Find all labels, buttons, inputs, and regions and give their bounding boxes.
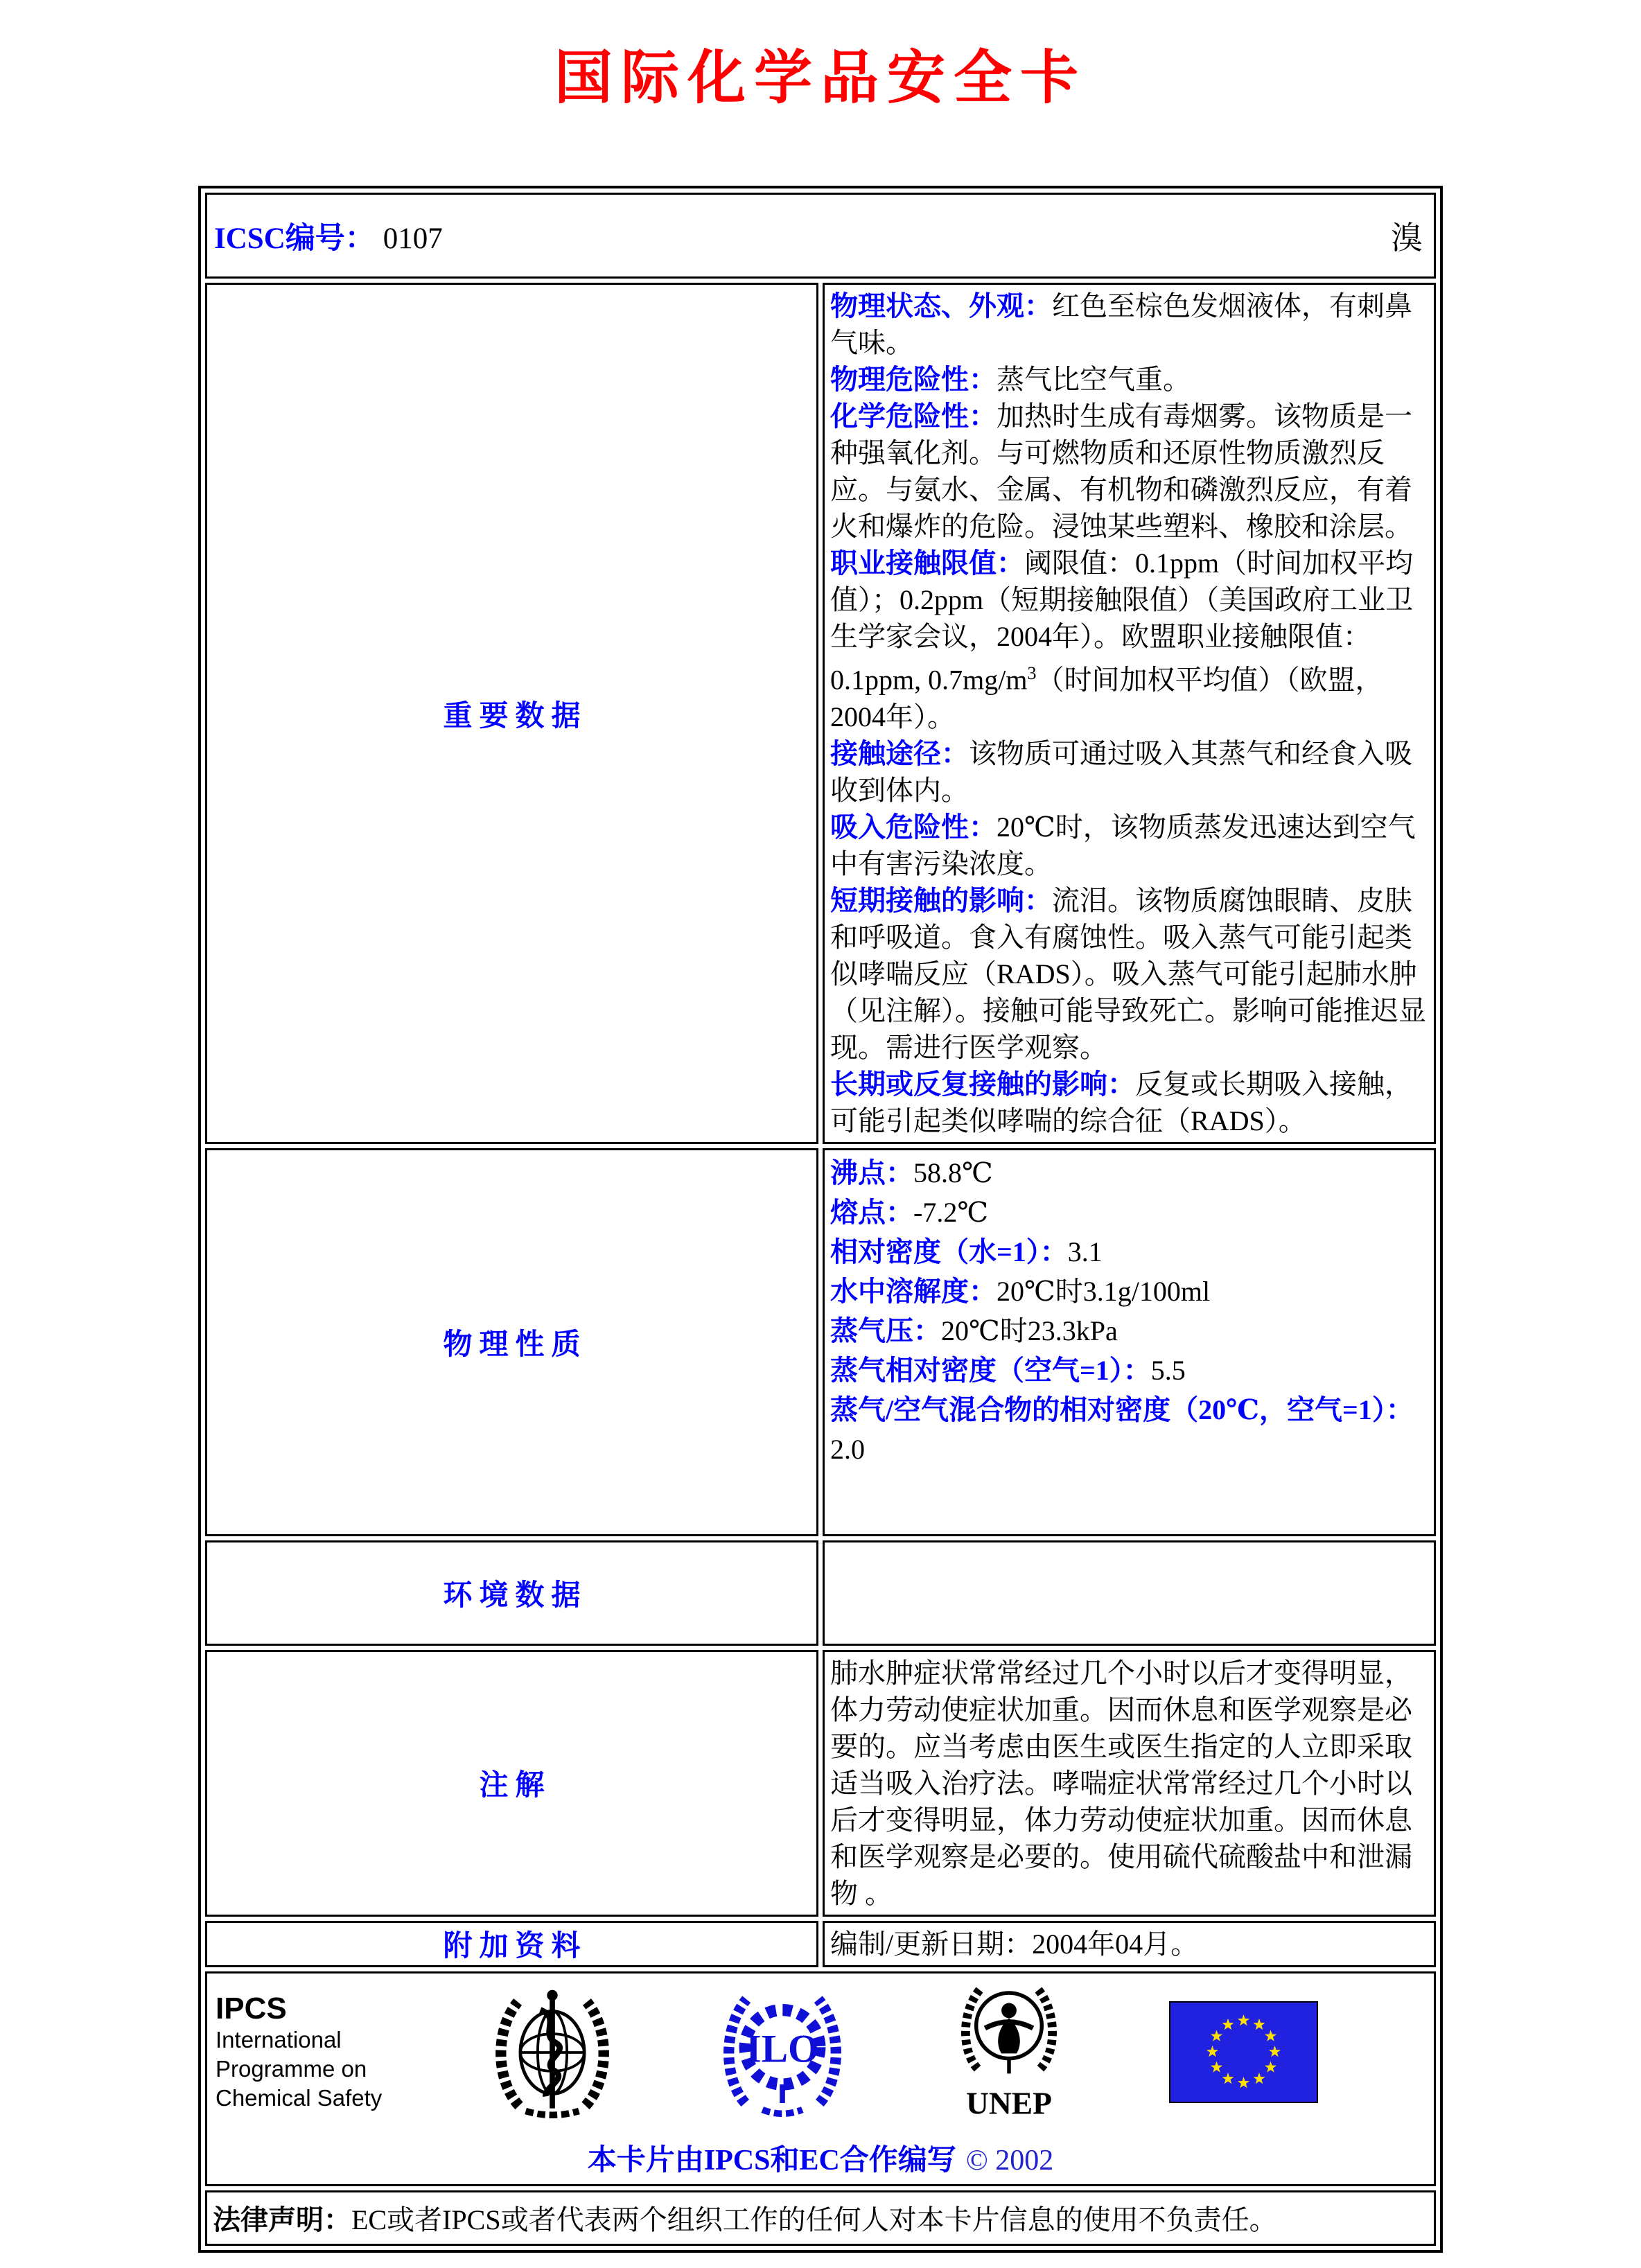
ipcs-acronym: IPCS [216, 1991, 287, 2025]
chemical-name: 溴 [1391, 220, 1423, 256]
unep-logo-text: UNEP [966, 2085, 1052, 2121]
item-label: 接触途径： [830, 737, 969, 769]
important-item [830, 545, 1427, 735]
item-label: 蒸气/空气混合物的相对密度（20℃，空气=1）： [830, 1394, 1414, 1425]
environmental-data-content [823, 1540, 1436, 1646]
item-label: 长期或反复接触的影响： [830, 1068, 1135, 1100]
important-item [830, 882, 1427, 1066]
unep-logo-icon [946, 1978, 1072, 2127]
logos-cell [205, 1971, 1436, 2186]
legal-text: EC或者IPCS或者代表两个组织工作的任何人对本卡片信息的使用不负责任。 [351, 2204, 1277, 2236]
item-text: 反复或长期吸入接触，可能引起类似哮喘的综合征（RADS）。 [830, 1068, 1412, 1136]
item-text: 阈限值：0.1ppm（时间加权平均值）；0.2ppm（短期接触限值）（美国政府工业卫生学家会议，2004年）。欧盟职业接触限值：0.1ppm, 0.7mg/m [830, 547, 1414, 696]
item-value: 20℃时3.1g/100ml [997, 1275, 1211, 1307]
ipcs-line: Chemical Safety [216, 2084, 383, 2111]
who-logo-icon [486, 1986, 619, 2119]
footer-caption [207, 2137, 1434, 2179]
icsc-card-table [198, 186, 1443, 2252]
header-row [205, 193, 1436, 279]
important-item [830, 361, 1427, 398]
phys-item [830, 1351, 1427, 1390]
phys-item [830, 1311, 1427, 1351]
ipcs-text-block [216, 1992, 389, 2113]
eu-flag-icon [1169, 2001, 1318, 2103]
phys-item [830, 1153, 1427, 1193]
ipcs-line: Programme on [216, 2055, 367, 2082]
icsc-number-label: ICSC编号： [214, 222, 375, 255]
important-item [830, 1066, 1427, 1139]
important-data-content [823, 283, 1436, 1143]
footer-caption-text: 本卡片由IPCS和EC合作编写 [587, 2144, 956, 2177]
item-label: 职业接触限值： [830, 547, 1024, 579]
phys-item [830, 1232, 1427, 1272]
item-label: 蒸气压： [830, 1315, 941, 1346]
item-text: 该物质可通过吸入其蒸气和经食入吸收到体内。 [830, 737, 1412, 806]
notes-content: 肺水肿症状常常经过几个小时以后才变得明显，体力劳动使症状加重。因而休息和医学观察是必要的。应当考虑由医生或医生指定的人立即采取适当吸入治疗法。哮喘症状常常经过几个小时以后才变得明显，体力劳动使症状加重。因而休息和医学观察是必要的。使用硫代硫酸盐中和泄漏物 。 [823, 1650, 1436, 1917]
item-value: 20℃时23.3kPa [941, 1315, 1118, 1346]
item-label: 物理状态、外观： [830, 290, 1052, 322]
physical-properties-row [205, 1148, 1436, 1536]
logos-strip [207, 1983, 1434, 2122]
item-value: -7.2℃ [913, 1196, 989, 1228]
environmental-data-row [205, 1540, 1436, 1646]
item-label: 短期接触的影响： [830, 884, 1052, 916]
additional-info-row [205, 1921, 1436, 1967]
item-label: 物理危险性： [830, 364, 997, 396]
item-text: 红色至棕色发烟液体，有刺鼻气味。 [830, 290, 1412, 359]
legal-row [205, 2190, 1436, 2246]
item-text: 流泪。该物质腐蚀眼睛、皮肤和呼吸道。食入有腐蚀性。吸入蒸气可能引起类似哮喘反应（RADS）。吸入蒸气可能引起肺水肿（见注解）。接触可能导致死亡。影响可能推迟显现。需进行医学观察。 [830, 884, 1426, 1063]
item-label: 化学危险性： [830, 401, 997, 432]
important-item [830, 398, 1427, 545]
item-text: （时间加权平均值）（欧盟，2004年）。 [830, 664, 1383, 732]
item-text: 加热时生成有毒烟雾。该物质是一种强氧化剂。与可燃物质和还原性物质激烈反应。与氨水、金属、有机物和磷激烈反应，有着火和爆炸的危险。浸蚀某些塑料、橡胶和涂层。 [830, 401, 1412, 543]
icsc-number-value: 0107 [383, 222, 443, 255]
item-text: 蒸气比空气重。 [997, 364, 1191, 396]
legal-label: 法律声明： [213, 2204, 351, 2236]
section-label-important-data: 重要数据 [205, 283, 818, 1143]
section-label-environmental-data: 环境数据 [205, 1540, 818, 1646]
section-label-notes: 注解 [205, 1650, 818, 1917]
important-item [830, 288, 1427, 361]
item-value: 5.5 [1150, 1354, 1186, 1386]
phys-item [830, 1272, 1427, 1311]
notes-row [205, 1650, 1436, 1917]
page-title: 国际化学品安全卡 [554, 46, 1087, 111]
legal-cell [205, 2190, 1436, 2246]
phys-item [830, 1193, 1427, 1232]
item-label: 蒸气相对密度（空气=1）： [830, 1354, 1151, 1386]
footer-copyright: © 2002 [965, 2144, 1054, 2177]
ilo-logo-icon [716, 1986, 849, 2119]
item-label: 吸入危险性： [830, 811, 997, 843]
physical-properties-content [823, 1148, 1436, 1536]
header-cell [205, 193, 1436, 279]
item-label: 相对密度（水=1）： [830, 1236, 1068, 1267]
important-item [830, 809, 1427, 882]
item-value: 3.1 [1067, 1236, 1103, 1267]
section-label-additional-info: 附加资料 [205, 1921, 818, 1967]
additional-info-content: 编制/更新日期：2004年04月。 [823, 1921, 1436, 1967]
item-value: 58.8℃ [913, 1157, 993, 1188]
logos-row [205, 1971, 1436, 2186]
ilo-logo-text: ILO [746, 2027, 819, 2071]
important-data-row [205, 283, 1436, 1143]
item-label: 沸点： [830, 1157, 913, 1188]
icsc-number-group [214, 215, 443, 257]
item-label: 水中溶解度： [830, 1275, 997, 1307]
item-label: 熔点： [830, 1196, 913, 1228]
phys-item [830, 1390, 1427, 1469]
item-value: 2.0 [830, 1433, 865, 1465]
important-item [830, 735, 1427, 809]
superscript: 3 [1027, 663, 1037, 684]
section-label-physical-properties: 物理性质 [205, 1148, 818, 1536]
item-text: 20℃时，该物质蒸发迅速达到空气中有害污染浓度。 [830, 811, 1416, 879]
ipcs-line: International [216, 2026, 342, 2052]
